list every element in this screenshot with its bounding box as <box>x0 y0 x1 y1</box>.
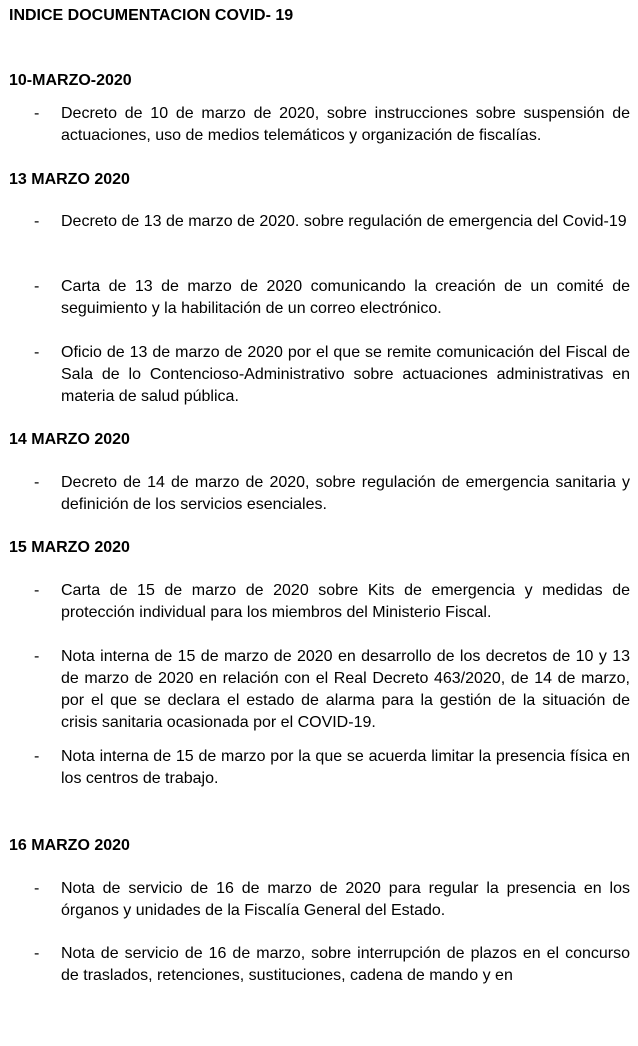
list-item-text: Nota de servicio de 16 de marzo de 2020 para regular la presencia en los órganos y unidades de la Fiscalía General del Estado. <box>61 880 630 919</box>
date-heading-13-marzo: 13 MARZO 2020 <box>9 171 130 188</box>
bullet-dash: - <box>34 278 40 295</box>
date-heading-14-marzo: 14 MARZO 2020 <box>9 431 130 448</box>
list-item-text: Carta de 15 de marzo de 2020 sobre Kits de emergencia y medidas de protección individual para los miembros del Ministerio Fiscal. <box>61 582 630 621</box>
date-heading-15-marzo: 15 MARZO 2020 <box>9 539 130 556</box>
list-item-text: Carta de 13 de marzo de 2020 comunicando la creación de un comité de seguimiento y la habilitación de un correo electrónico. <box>61 278 630 317</box>
bullet-dash: - <box>34 748 40 765</box>
bullet-dash: - <box>34 945 40 962</box>
bullet-dash: - <box>34 582 40 599</box>
bullet-dash: - <box>34 474 40 491</box>
bullet-dash: - <box>34 648 40 665</box>
list-item-text: Decreto de 14 de marzo de 2020, sobre regulación de emergencia sanitaria y definición de los servicios esenciales. <box>61 474 630 513</box>
list-item-text: Decreto de 10 de marzo de 2020, sobre instrucciones sobre suspensión de actuaciones, uso de medios telemáticos y organización de fiscalías. <box>61 105 630 144</box>
date-heading-16-marzo: 16 MARZO 2020 <box>9 837 130 854</box>
bullet-dash: - <box>34 213 40 230</box>
list-item-text: Nota interna de 15 de marzo de 2020 en desarrollo de los decretos de 10 y 13 de marzo de 2020 en relación con el Real Decreto 463/2020, de 14 de marzo, por el que se declara el estado de alarma para la gestión de la situación de crisis sanitaria ocasionada por el COVID-19. <box>61 648 630 731</box>
document-title: INDICE DOCUMENTACION COVID- 19 <box>9 7 294 24</box>
list-item-text: Nota interna de 15 de marzo por la que se acuerda limitar la presencia física en los centros de trabajo. <box>61 748 630 787</box>
list-item-text: Nota de servicio de 16 de marzo, sobre interrupción de plazos en el concurso de traslados, retenciones, sustituciones, cadena de mando y en <box>61 945 630 984</box>
date-heading-10-marzo: 10-MARZO-2020 <box>9 72 132 89</box>
bullet-dash: - <box>34 880 40 897</box>
bullet-dash: - <box>34 105 40 122</box>
bullet-dash: - <box>34 344 40 361</box>
list-item-text: Oficio de 13 de marzo de 2020 por el que se remite comunicación del Fiscal de Sala de lo Contencioso-Administrativo sobre actuaciones administrativas en materia de salud pública. <box>61 344 630 405</box>
list-item-text: Decreto de 13 de marzo de 2020. sobre regulación de emergencia del Covid-19 <box>61 213 627 230</box>
